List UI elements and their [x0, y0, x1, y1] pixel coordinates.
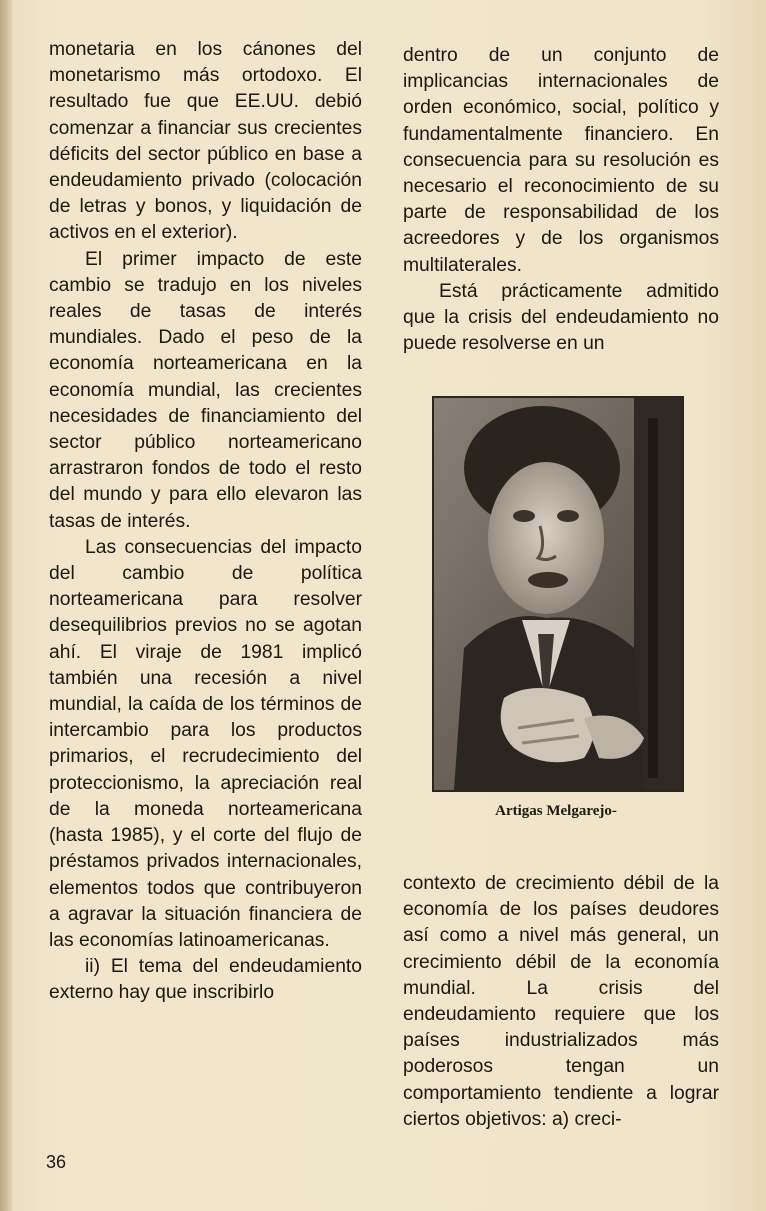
photo-caption: Artigas Melgarejo-	[495, 803, 617, 819]
left-paragraph-2: El primer impacto de este cambio se tradujo en los niveles reales de tasas de interés mundiales. Dado el peso de la economía norteamericana en la economía mundial, las crecientes necesidades de financiamiento del sector público norteamericano arrastraron fondos de todo el resto del mundo y para ello elevaron las tasas de interés.	[49, 248, 362, 532]
page-spine-edge	[0, 0, 12, 1211]
left-paragraph-1: monetaria en los cánones del monetarismo más ortodoxo. El resultado fue que EE.UU. debió comenzar a financiar sus crecientes déficits del sector público en base a endeudamiento privado (colocación de letras y bonos, y liquidación de activos en el exterior).	[49, 39, 362, 244]
right-paragraph-2: Está prácticamente admitido que la crisis del endeudamiento no puede resolverse en un	[403, 280, 719, 355]
right-paragraph-3: contexto de crecimiento débil de la economía de los países deudores así como a nivel más general, un crecimiento débil de la economía mundial. La crisis del endeudamiento requiere que los países industrializados más poderosos tengan un comportamiento tendiente a lograr ciertos objetivos: a) creci-	[403, 873, 719, 1130]
left-paragraph-4: ii) El tema del endeudamiento externo hay que inscribirlo	[49, 956, 362, 1004]
left-column	[49, 37, 362, 1007]
right-column-top	[403, 43, 719, 357]
portrait-illustration	[434, 398, 682, 790]
portrait-photo	[432, 396, 684, 792]
page-number: 36	[46, 1152, 67, 1172]
right-column-bottom	[403, 871, 719, 1133]
right-paragraph-1: dentro de un conjunto de implicancias internacionales de orden económico, social, político y fundamentalmente financiero. En consecuencia para su resolución es necesario el reconocimiento de su parte de responsabilidad de los acreedores y de los organismos multilaterales.	[403, 45, 719, 276]
left-paragraph-3: Las consecuencias del impacto del cambio de política norteamericana para resolver desequilibrios previos no se agotan ahí. El viraje de 1981 implicó también una recesión a nivel mundial, la caída de los términos de intercambio para los productos primarios, el recrudecimiento del proteccionismo, la apreciación real de la moneda norteamericana (hasta 1985), y el corte del flujo de préstamos privados internacionales, elementos todos que contribuyeron a agravar la situación financiera de las economías latinoamericanas.	[49, 536, 362, 951]
